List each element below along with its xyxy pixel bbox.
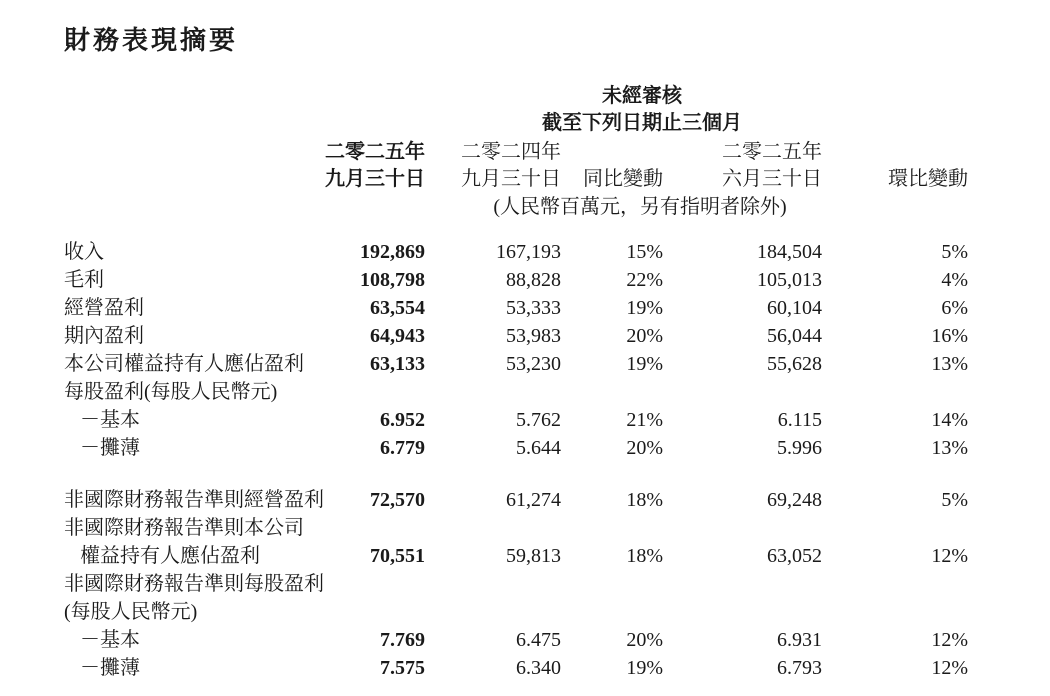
table-row [0, 266, 1050, 294]
cell-2025-sep: 192,869 [360, 241, 425, 263]
cell-2024-sep: 88,828 [506, 269, 561, 291]
cell-qoq: 5% [941, 489, 968, 511]
cell-qoq: 12% [931, 657, 968, 679]
cell-qoq: 12% [931, 629, 968, 651]
cell-yoy: 19% [626, 353, 663, 375]
cell-2025-jun: 55,628 [767, 353, 822, 375]
cell-2024-sep: 6.340 [516, 657, 561, 679]
row-label: 經營盈利 [64, 297, 144, 319]
cell-qoq: 16% [931, 325, 968, 347]
row-label: －基本 [80, 409, 140, 431]
cell-2024-sep: 167,193 [496, 241, 561, 263]
row-label: 非國際財務報告準則經營盈利 [64, 489, 324, 511]
table-row [0, 406, 1050, 434]
cell-yoy: 22% [626, 269, 663, 291]
row-label: 毛利 [64, 269, 104, 291]
row-label: 本公司權益持有人應佔盈利 [64, 353, 304, 375]
table-row [0, 654, 1050, 682]
cell-qoq: 14% [931, 409, 968, 431]
cell-yoy: 20% [626, 629, 663, 651]
cell-2025-sep: 70,551 [370, 545, 425, 567]
cell-qoq: 13% [931, 353, 968, 375]
table-row [0, 570, 1050, 598]
cell-2025-sep: 108,798 [360, 269, 425, 291]
cell-2025-sep: 6.952 [380, 409, 425, 431]
col1-header-line1: 二零二五年 [325, 141, 425, 163]
table-row [0, 378, 1050, 406]
cell-yoy: 18% [626, 489, 663, 511]
cell-2024-sep: 6.475 [516, 629, 561, 651]
col2-header-line2: 九月三十日 [461, 168, 561, 190]
col4-header-line1: 二零二五年 [722, 141, 822, 163]
cell-2024-sep: 5.644 [516, 437, 561, 459]
cell-2025-jun: 69,248 [767, 489, 822, 511]
cell-2025-sep: 6.779 [380, 437, 425, 459]
col1-header-line2: 九月三十日 [325, 168, 425, 190]
unit-note: (人民幣百萬元，另有指明者除外) [493, 196, 787, 218]
period-label: 截至下列日期止三個月 [542, 112, 742, 134]
row-label: 非國際財務報告準則本公司 [64, 517, 304, 539]
cell-2025-jun: 184,504 [757, 241, 822, 263]
table-row [0, 322, 1050, 350]
row-label: 收入 [64, 241, 104, 263]
cell-yoy: 20% [626, 325, 663, 347]
table-row [0, 514, 1050, 542]
cell-yoy: 18% [626, 545, 663, 567]
row-label: －基本 [80, 629, 140, 651]
cell-2025-sep: 63,554 [370, 297, 425, 319]
table-row [0, 238, 1050, 266]
col4-header-line2: 六月三十日 [722, 168, 822, 190]
cell-2025-sep: 64,943 [370, 325, 425, 347]
cell-2025-jun: 105,013 [757, 269, 822, 291]
cell-2025-sep: 72,570 [370, 489, 425, 511]
cell-2025-jun: 6.115 [777, 409, 822, 431]
table-row [0, 542, 1050, 570]
cell-2024-sep: 59,813 [506, 545, 561, 567]
cell-2025-jun: 56,044 [767, 325, 822, 347]
col2-header-line1: 二零二四年 [461, 141, 561, 163]
cell-2025-sep: 7.575 [380, 657, 425, 679]
cell-qoq: 13% [931, 437, 968, 459]
col3-header: 同比變動 [583, 168, 663, 190]
row-label: －攤薄 [80, 437, 140, 459]
cell-2025-jun: 63,052 [767, 545, 822, 567]
row-label: 權益持有人應佔盈利 [80, 545, 260, 567]
cell-qoq: 4% [941, 269, 968, 291]
cell-2024-sep: 5.762 [516, 409, 561, 431]
cell-2024-sep: 53,983 [506, 325, 561, 347]
cell-yoy: 21% [626, 409, 663, 431]
cell-2025-jun: 60,104 [767, 297, 822, 319]
cell-2025-sep: 7.769 [380, 629, 425, 651]
row-label: －攤薄 [80, 657, 140, 679]
cell-qoq: 12% [931, 545, 968, 567]
row-label: 每股盈利(每股人民幣元) [64, 381, 278, 403]
table-row [0, 350, 1050, 378]
cell-2025-sep: 63,133 [370, 353, 425, 375]
table-row [0, 626, 1050, 654]
row-label: 期內盈利 [64, 325, 144, 347]
table-row [0, 294, 1050, 322]
cell-qoq: 6% [941, 297, 968, 319]
table-row [0, 486, 1050, 514]
cell-yoy: 19% [626, 657, 663, 679]
cell-2025-jun: 6.931 [777, 629, 822, 651]
cell-2025-jun: 6.793 [777, 657, 822, 679]
audit-label: 未經審核 [602, 85, 682, 107]
col5-header: 環比變動 [888, 168, 968, 190]
cell-yoy: 15% [626, 241, 663, 263]
cell-2024-sep: 53,333 [506, 297, 561, 319]
page-title: 財務表現摘要 [64, 26, 239, 56]
cell-2024-sep: 53,230 [506, 353, 561, 375]
cell-2025-jun: 5.996 [777, 437, 822, 459]
table-row [0, 598, 1050, 626]
cell-2024-sep: 61,274 [506, 489, 561, 511]
cell-qoq: 5% [941, 241, 968, 263]
cell-yoy: 19% [626, 297, 663, 319]
cell-yoy: 20% [626, 437, 663, 459]
row-label: 非國際財務報告準則每股盈利 [64, 573, 324, 595]
row-label: (每股人民幣元) [64, 601, 198, 623]
table-row [0, 434, 1050, 462]
